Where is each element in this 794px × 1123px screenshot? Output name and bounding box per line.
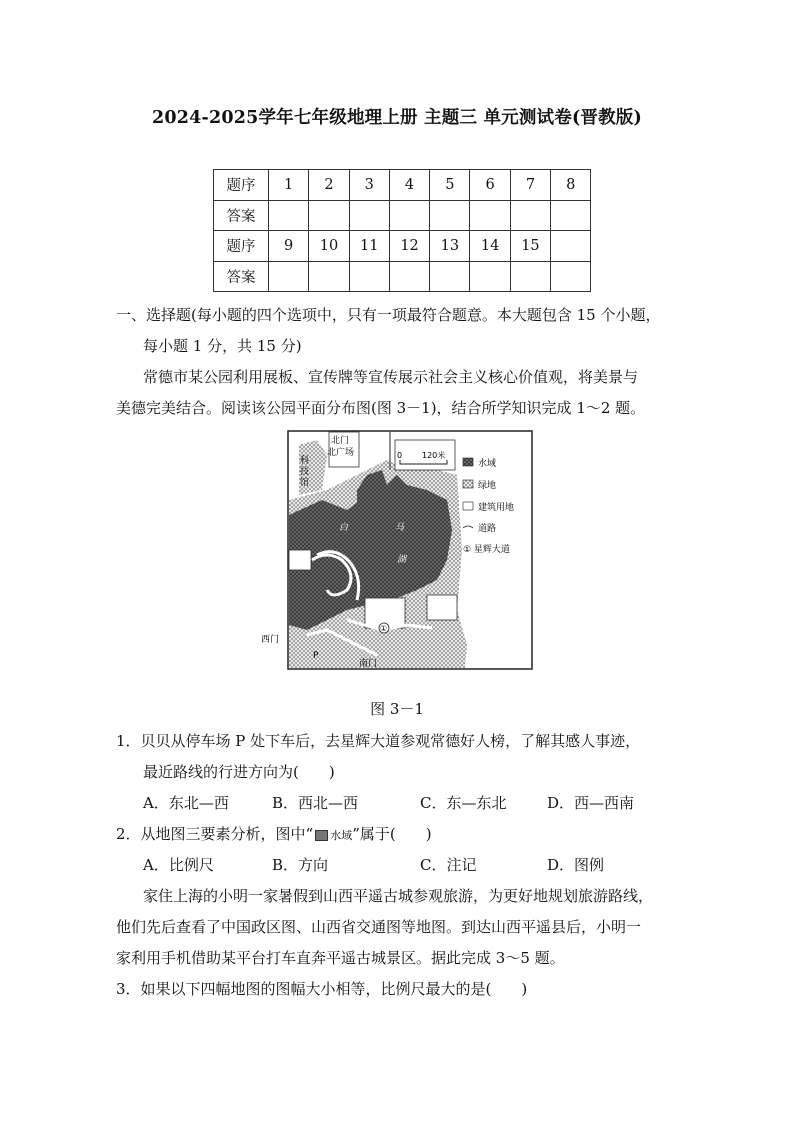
question-number-cell: 14 [470, 231, 510, 262]
q2-option-a[interactable]: A．比例尺 [143, 856, 214, 874]
q2-option-c[interactable]: C．注记 [420, 856, 477, 874]
table-header-cell: 答案 [214, 261, 269, 292]
parking-label: P [313, 651, 319, 661]
lake-label: 白 [339, 523, 349, 533]
answer-cell[interactable] [510, 261, 550, 292]
legend-building-label: 建筑用地 [478, 503, 515, 513]
question-number-cell: 1 [269, 170, 309, 201]
question-2 [116, 823, 432, 847]
q1-option-a[interactable]: A．东北—西 [143, 794, 229, 812]
answer-cell[interactable] [430, 200, 470, 231]
table-row [214, 170, 591, 201]
legend-road-label: 道路 [478, 524, 497, 534]
table-row [214, 261, 591, 292]
passage-text: 他们先后查看了中国政区图、山西省交通图等地图。到达山西平遥县后，小明一 [116, 918, 642, 936]
answer-cell[interactable] [349, 200, 389, 231]
legend-building-swatch [463, 502, 473, 510]
answer-cell[interactable] [269, 200, 309, 231]
answer-cell[interactable] [389, 200, 429, 231]
answer-cell[interactable] [430, 261, 470, 292]
table-header-cell: 题序 [214, 231, 269, 262]
park-map-svg [261, 430, 533, 670]
question-number-cell: 3 [349, 170, 389, 201]
answer-cell[interactable] [309, 200, 349, 231]
answer-cell[interactable] [389, 261, 429, 292]
answer-cell[interactable] [470, 261, 510, 292]
q1-option-c[interactable]: C．东—东北 [420, 794, 507, 812]
answer-cell[interactable] [349, 261, 389, 292]
section-heading: 一、选择题(每小题的四个选项中，只有一项最符合题意。本大题包含 15 个小题， [116, 306, 661, 324]
scale-zero: 0 [397, 451, 403, 460]
passage-text: 常德市某公园利用展板、宣传牌等宣传展示社会主义核心价值观，将美景与 [143, 368, 639, 386]
figure-caption: 图 3－1 [370, 700, 424, 718]
legend-green-swatch [463, 480, 473, 488]
map-label-west-gate: 西门 [261, 635, 280, 645]
question-2-label: 水域 [330, 829, 353, 842]
legend-avenue-label: ① 星辉大道 [463, 545, 510, 555]
question-number-cell: 12 [389, 231, 429, 262]
q1-option-b[interactable]: B．西北—西 [272, 794, 359, 812]
answer-table [213, 169, 591, 292]
question-1: 1．贝贝从停车场 P 处下车后，去星辉大道参观常德好人榜，了解其感人事迹， [116, 732, 641, 750]
table-row [214, 231, 591, 262]
passage-text: 家住上海的小明一家暑假到山西平遥古城参观旅游，为更好地规划旅游路线， [143, 887, 654, 905]
water-swatch-icon [315, 830, 328, 841]
question-number-cell: 2 [309, 170, 349, 201]
scale-value: 120米 [422, 451, 446, 460]
question-number-cell: 13 [430, 231, 470, 262]
question-number-cell: 6 [470, 170, 510, 201]
q2-option-d[interactable]: D．图例 [547, 856, 605, 874]
question-number-cell: 8 [551, 170, 591, 201]
building-block [289, 550, 311, 570]
question-3: 3．如果以下四幅地图的图幅大小相等，比例尺最大的是( ) [116, 980, 528, 998]
map-label-north-square: 北广场 [327, 448, 355, 458]
q1-option-d[interactable]: D．西—西南 [547, 794, 635, 812]
table-header-cell: 题序 [214, 170, 269, 201]
avenue-marker-label: ① [380, 624, 388, 633]
question-1-cont: 最近路线的行进方向为( ) [143, 763, 335, 781]
building-block [427, 595, 457, 620]
q2-option-b[interactable]: B．方向 [272, 856, 329, 874]
answer-cell[interactable] [551, 261, 591, 292]
passage-text: 美德完美结合。阅读该公园平面分布图(图 3－1)，结合所学知识完成 1～2 题。 [116, 399, 646, 417]
legend-water-label: 水域 [478, 459, 497, 469]
question-number-cell: 4 [389, 170, 429, 201]
park-map [261, 430, 533, 670]
map-label-science-museum: 馆 [300, 478, 310, 488]
section-heading-cont: 每小题 1 分，共 15 分) [143, 337, 302, 355]
question-number-cell [551, 231, 591, 262]
lake-label: 湖 [397, 555, 407, 565]
legend-water-swatch [463, 458, 473, 466]
answer-cell[interactable] [551, 200, 591, 231]
lake-label: 马 [395, 523, 405, 533]
answer-cell[interactable] [269, 261, 309, 292]
answer-cell[interactable] [510, 200, 550, 231]
question-2-suffix: ”属于( ) [352, 825, 432, 843]
map-label-south-gate: 南门 [359, 659, 378, 669]
table-row [214, 200, 591, 231]
question-number-cell: 10 [309, 231, 349, 262]
question-2-prefix: 2．从地图三要素分析，图中“ [116, 825, 314, 843]
answer-cell[interactable] [309, 261, 349, 292]
legend-green-label: 绿地 [478, 481, 497, 491]
passage-text: 家利用手机借助某平台打车直奔平遥古城景区。据此完成 3～5 题。 [116, 949, 565, 967]
question-number-cell: 11 [349, 231, 389, 262]
table-header-cell: 答案 [214, 200, 269, 231]
page-title: 2024-2025学年七年级地理上册 主题三 单元测试卷(晋教版) [151, 108, 643, 128]
question-number-cell: 9 [269, 231, 309, 262]
answer-cell[interactable] [470, 200, 510, 231]
question-number-cell: 7 [510, 170, 550, 201]
question-number-cell: 5 [430, 170, 470, 201]
map-label-science-museum: 技 [300, 467, 310, 477]
map-label-science-museum: 科 [300, 456, 310, 466]
map-label-north-gate: 北门 [331, 436, 350, 446]
question-number-cell: 15 [510, 231, 550, 262]
